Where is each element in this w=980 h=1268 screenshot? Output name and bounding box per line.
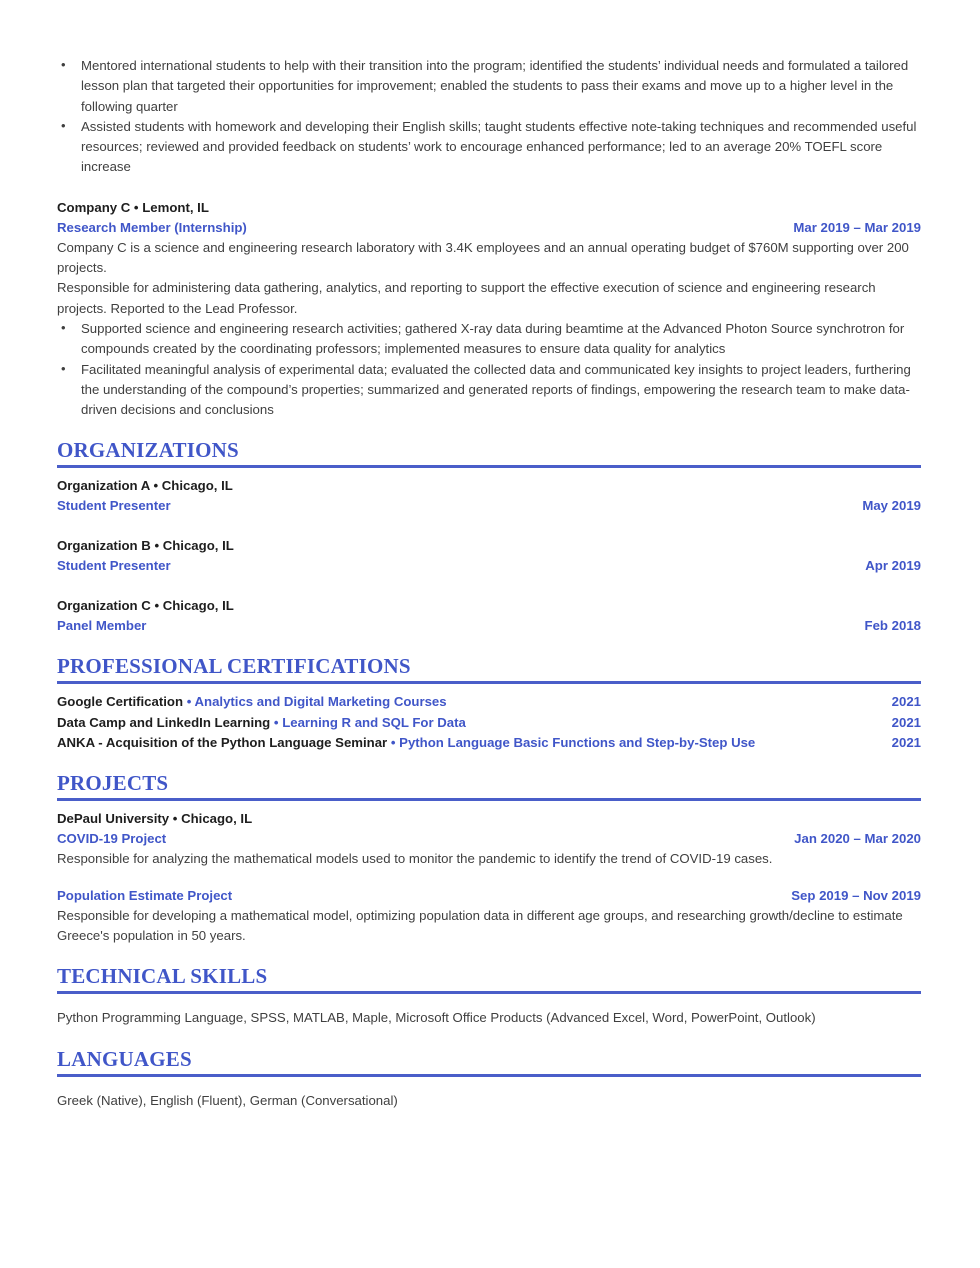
job-date-range: Mar 2019 – Mar 2019 [793, 219, 921, 235]
certification-year: 2021 [891, 694, 921, 710]
project-date-range: Jan 2020 – Mar 2020 [794, 831, 921, 847]
employer-line: Company C • Lemont, IL [57, 199, 209, 215]
languages-content: Greek (Native), English (Fluent), German (Conversational) [57, 1092, 398, 1108]
section-rule [57, 681, 921, 684]
certification-issuer: Google Certification [57, 694, 184, 710]
organization-entry [57, 476, 921, 516]
list-item: • Mentored international students to help with their transition into the program; identified the students’ individual needs and formulated a tailored lesson plan that targeted their opportunities for improvement; enabled the students to pass their exams and move up to a higher level in the following quarter [57, 56, 921, 117]
section-title-projects: PROJECTS [57, 771, 169, 796]
certification-row [57, 692, 921, 712]
certification-course: Analytics and Digital Marketing Courses [194, 694, 447, 710]
organization-line: Organization B • Chicago, IL [57, 538, 234, 554]
experience-entry-company-c [57, 198, 921, 421]
section-rule [57, 798, 921, 801]
certification-year: 2021 [891, 735, 921, 751]
organization-role: Student Presenter [57, 498, 171, 514]
role-responsibility: Responsible for administering data gathering, analytics, and reporting to support the effective execution of science and engineering research projects. Reported to the Lead Professor. [57, 280, 876, 316]
role-row [57, 886, 921, 906]
role-row [57, 616, 921, 636]
role-row [57, 496, 921, 516]
organization-date: May 2019 [862, 498, 921, 514]
role-row [57, 556, 921, 576]
section-rule [57, 1074, 921, 1077]
project-description: Responsible for analyzing the mathematical models used to monitor the pandemic to identify the trend of COVID-19 cases. [57, 851, 773, 867]
organization-role: Student Presenter [57, 558, 171, 574]
project-name: COVID-19 Project [57, 831, 167, 847]
job-title: Research Member (Internship) [57, 219, 247, 235]
bullet-separator: • [183, 694, 195, 710]
project-description: Responsible for developing a mathematical model, optimizing population data in different age groups, and researching growth/decline to estimate Greece's population in 50 years. [57, 907, 903, 943]
certification-row [57, 713, 921, 733]
section-title-technical-skills: TECHNICAL SKILLS [57, 964, 268, 989]
organization-date: Feb 2018 [864, 618, 921, 634]
entry-spacer [57, 870, 921, 886]
project-institution-line: DePaul University • Chicago, IL [57, 811, 253, 827]
section-rule [57, 991, 921, 994]
organization-date: Apr 2019 [865, 558, 921, 574]
section-technical-skills [57, 964, 921, 1028]
project-date-range: Sep 2019 – Nov 2019 [791, 887, 921, 903]
section-organizations [57, 438, 921, 636]
list-item: • Facilitated meaningful analysis of experimental data; evaluated the collected data and communicated key insights to project leaders, furthering the understanding of the compound’s properties; summarized and generated reports of findings, empowering the research team to make data-driven decisions and conclusions [57, 360, 921, 421]
certification-label [57, 713, 466, 733]
section-certifications [57, 654, 921, 753]
organization-line: Organization A • Chicago, IL [57, 478, 233, 494]
section-title-certifications: PROFESSIONAL CERTIFICATIONS [57, 654, 411, 679]
role-row [57, 218, 921, 238]
divider-spacer [57, 178, 921, 198]
experience-bullet-list [57, 56, 921, 178]
list-item: • Supported science and engineering research activities; gathered X-ray data during beamtime at the Advanced Photon Source synchrotron for compounds created by the coordinating professors; implemented measures to ensure data quality for analytics [57, 319, 921, 360]
section-rule [57, 465, 921, 468]
role-row [57, 829, 921, 849]
list-item: • Assisted students with homework and developing their English skills; taught students effective note-taking techniques and recommended useful resources; reviewed and provided feedback on students’ work to encourage enhanced performance; led to an average 20% TOEFL score increase [57, 117, 921, 178]
section-languages [57, 1047, 921, 1111]
section-title-organizations: ORGANIZATIONS [57, 438, 239, 463]
certification-label [57, 692, 447, 712]
technical-skills-content: Python Programming Language, SPSS, MATLAB, Maple, Microsoft Office Products (Advanced Excel, Word, PowerPoint, Outlook) [57, 1010, 816, 1026]
bullet-separator: • [387, 735, 400, 751]
entry-spacer [57, 576, 921, 596]
certification-issuer: Data Camp and LinkedIn Learning [57, 714, 271, 730]
project-name: Population Estimate Project [57, 887, 233, 903]
organization-line: Organization C • Chicago, IL [57, 598, 234, 614]
organization-role: Panel Member [57, 618, 147, 634]
resume-content [57, 56, 921, 1111]
certification-year: 2021 [891, 714, 921, 730]
certification-course: Python Language Basic Functions and Step-by-Step Use [399, 735, 756, 751]
certification-issuer: ANKA - Acquisition of the Python Language Seminar [57, 735, 388, 751]
section-title-languages: LANGUAGES [57, 1046, 192, 1071]
organization-entry [57, 596, 921, 636]
certification-row [57, 733, 921, 753]
organization-entry [57, 536, 921, 576]
company-c-bullet-list [57, 319, 921, 420]
section-projects [57, 771, 921, 946]
certification-label [57, 733, 755, 753]
bullet-separator: • [270, 714, 283, 730]
certification-course: Learning R and SQL For Data [282, 714, 466, 730]
company-description: Company C is a science and engineering research laboratory with 3.4K employees and an annual operating budget of $760M supporting over 200 projects. [57, 239, 909, 276]
entry-spacer [57, 516, 921, 536]
